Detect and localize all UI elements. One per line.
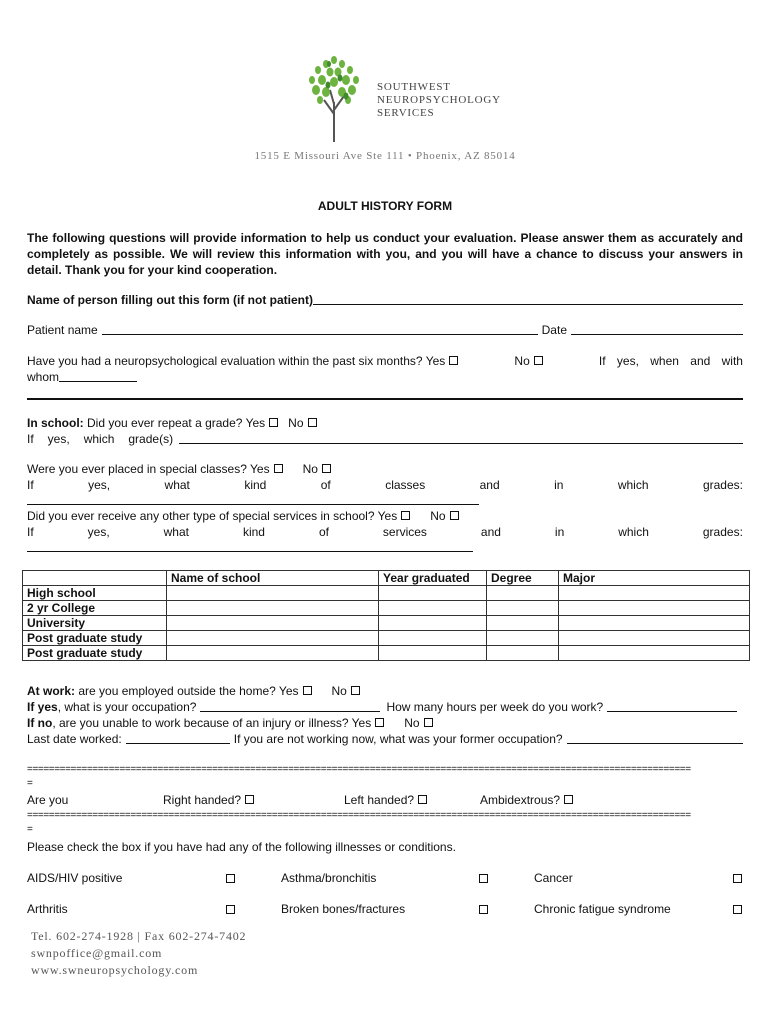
condition-cancer-checkbox[interactable] xyxy=(733,874,742,883)
special-classes-row xyxy=(27,462,331,476)
prior-eval-answer-line[interactable] xyxy=(27,398,743,400)
special-services-no-label: No xyxy=(430,509,446,523)
table-row xyxy=(23,616,750,631)
at-work-label: At work: xyxy=(27,684,75,698)
condition-asthma-checkbox[interactable] xyxy=(479,874,488,883)
table-row xyxy=(23,646,750,661)
employed-yes-checkbox[interactable] xyxy=(303,686,312,695)
form-title: ADULT HISTORY FORM xyxy=(317,199,453,213)
handedness-label: Are you xyxy=(27,793,69,807)
condition-cancer: Cancer xyxy=(534,871,573,885)
employed-no-label: No xyxy=(331,684,347,698)
school-history-table xyxy=(22,570,750,661)
table-cell[interactable] xyxy=(379,601,487,616)
employed-question: are you employed outside the home? Yes xyxy=(78,684,299,698)
special-classes-yes-checkbox[interactable] xyxy=(274,464,283,473)
hours-field[interactable] xyxy=(607,700,737,712)
occupation-field[interactable] xyxy=(200,700,380,712)
table-cell[interactable] xyxy=(487,631,559,646)
table-cell[interactable] xyxy=(559,646,750,661)
classes-which-row xyxy=(27,478,743,492)
right-handed-option xyxy=(163,793,254,807)
classes-w3: kind xyxy=(244,478,267,492)
condition-aids: AIDS/HIV positive xyxy=(27,871,123,885)
services-w9: grades: xyxy=(702,525,743,539)
table-cell[interactable] xyxy=(559,601,750,616)
repeat-grade-no-label: No xyxy=(288,416,304,430)
condition-aids-checkbox[interactable] xyxy=(226,874,235,883)
classes-w4: of xyxy=(320,478,331,492)
services-w8: which xyxy=(618,525,649,539)
conditions-instruction: Please check the box if you have had any of the following illnesses or conditions. xyxy=(27,840,456,854)
footer-email: swnpoffice@gmail.com xyxy=(31,946,163,960)
services-w2: what xyxy=(163,525,189,539)
table-cell[interactable] xyxy=(167,601,379,616)
special-services-yes-checkbox[interactable] xyxy=(401,511,410,520)
table-row xyxy=(23,586,750,601)
repeat-grade-no-checkbox[interactable] xyxy=(308,418,317,427)
unable-work-yes-checkbox[interactable] xyxy=(375,718,384,727)
filler-name-label: Name of person filling out this form (if not patient) xyxy=(27,293,313,307)
prior-eval-row xyxy=(27,354,743,368)
condition-chronic-fatigue-checkbox[interactable] xyxy=(733,905,742,914)
classes-w9: grades: xyxy=(702,478,743,492)
table-cell[interactable] xyxy=(487,601,559,616)
table-cell[interactable] xyxy=(487,586,559,601)
employed-row xyxy=(27,684,360,698)
which-grades-field[interactable] xyxy=(179,432,743,444)
separator-tail: = xyxy=(27,778,33,789)
patient-row xyxy=(27,323,743,337)
services-w7: in xyxy=(554,525,565,539)
classes-w8: which xyxy=(617,478,649,492)
table-header-cell: Year graduated xyxy=(379,571,487,586)
table-row-label: 2 yr College xyxy=(23,601,167,616)
classes-answer-line[interactable] xyxy=(27,492,479,505)
services-w0: If xyxy=(27,525,34,539)
org-name xyxy=(377,81,501,120)
table-cell[interactable] xyxy=(167,616,379,631)
repeat-grade-yes-checkbox[interactable] xyxy=(269,418,278,427)
last-date-row xyxy=(27,732,743,746)
table-row-label: Post graduate study xyxy=(23,646,167,661)
special-services-row xyxy=(27,509,459,523)
which-grades-w2: which xyxy=(83,432,115,446)
filler-name-row xyxy=(27,293,743,307)
prior-eval-if-yes: If yes, when and with xyxy=(598,354,743,368)
services-which-row xyxy=(27,525,743,539)
date-label: Date xyxy=(541,323,567,337)
org-name-line1: SOUTHWEST xyxy=(377,81,451,93)
condition-broken-bones: Broken bones/fractures xyxy=(281,902,406,916)
separator-tail-2: = xyxy=(27,824,33,835)
left-handed-label: Left handed? xyxy=(344,793,415,807)
unable-work-no-label: No xyxy=(404,716,420,730)
classes-w1: yes, xyxy=(88,478,111,492)
services-w4: of xyxy=(318,525,329,539)
table-row-label: University xyxy=(23,616,167,631)
table-header-cell: Major xyxy=(559,571,750,586)
services-w3: kind xyxy=(242,525,265,539)
table-cell[interactable] xyxy=(487,646,559,661)
if-yes-label: If yes xyxy=(27,700,58,714)
table-cell[interactable] xyxy=(167,631,379,646)
if-no-label: If no xyxy=(27,716,53,730)
last-date-label: Last date worked: xyxy=(27,732,122,746)
table-cell[interactable] xyxy=(379,616,487,631)
table-cell[interactable] xyxy=(379,631,487,646)
address: 1515 E Missouri Ave Ste 111 • Phoenix, AZ 85014 xyxy=(254,150,516,162)
condition-asthma: Asthma/bronchitis xyxy=(281,871,377,885)
ambidextrous-option xyxy=(480,793,573,807)
which-grades-w0: If xyxy=(27,432,34,446)
condition-chronic-fatigue: Chronic fatigue syndrome xyxy=(534,902,671,916)
table-cell[interactable] xyxy=(167,646,379,661)
separator-line-2: ========================================================================================================================== xyxy=(27,810,691,821)
table-cell[interactable] xyxy=(559,631,750,646)
filler-name-field[interactable] xyxy=(313,293,743,305)
last-date-field[interactable] xyxy=(126,732,230,744)
logo xyxy=(300,52,370,144)
employed-no-checkbox[interactable] xyxy=(351,686,360,695)
table-cell[interactable] xyxy=(379,646,487,661)
tree-logo-icon xyxy=(300,52,370,144)
prior-eval-question: Have you had a neuropsychological evaluation within the past six months? Yes xyxy=(27,354,458,368)
table-row-label: High school xyxy=(23,586,167,601)
unable-work-row xyxy=(27,716,433,730)
hours-question: How many hours per week do you work? xyxy=(386,700,604,714)
table-cell[interactable] xyxy=(559,586,750,601)
services-w1: yes, xyxy=(87,525,110,539)
special-classes-no-label: No xyxy=(302,462,318,476)
special-services-question: Did you ever receive any other type of special services in school? Yes xyxy=(27,509,398,523)
table-cell[interactable] xyxy=(379,586,487,601)
in-school-label: In school: xyxy=(27,416,84,430)
left-handed-option xyxy=(344,793,427,807)
patient-name-field[interactable] xyxy=(102,323,538,335)
footer-phone: Tel. 602-274-1928 | Fax 602-274-7402 xyxy=(31,929,247,943)
special-classes-no-checkbox[interactable] xyxy=(322,464,331,473)
intro-paragraph: The following questions will provide information to help us conduct your evaluation. Please answer them as accurately and completely as possible. We will review this information with you, and you will have a chance to discuss your answers in detail. Thank you for your kind cooperation. xyxy=(27,231,743,277)
date-field[interactable] xyxy=(571,323,743,335)
former-occupation-question: If you are not working now, what was your former occupation? xyxy=(233,732,563,746)
occupation-row xyxy=(27,700,737,714)
table-header-cell: Name of school xyxy=(167,571,379,586)
table-header-row xyxy=(23,571,750,586)
condition-arthritis-checkbox[interactable] xyxy=(226,905,235,914)
table-cell[interactable] xyxy=(167,586,379,601)
right-handed-label: Right handed? xyxy=(163,793,242,807)
former-occupation-field[interactable] xyxy=(567,732,743,744)
table-row-label: Post graduate study xyxy=(23,631,167,646)
classes-w7: in xyxy=(554,478,564,492)
whom-row xyxy=(27,370,137,384)
repeat-grade-question: Did you ever repeat a grade? Yes xyxy=(87,416,266,430)
prior-eval-no: No xyxy=(514,354,542,368)
which-grades-row xyxy=(27,432,743,446)
table-cell[interactable] xyxy=(559,616,750,631)
patient-name-label: Patient name xyxy=(27,323,98,337)
right-handed-checkbox[interactable] xyxy=(245,795,254,804)
which-grades-w1: yes, xyxy=(47,432,70,446)
ambidextrous-checkbox[interactable] xyxy=(564,795,573,804)
whom-label: whom xyxy=(27,370,60,384)
classes-w2: what xyxy=(164,478,190,492)
services-w5: services xyxy=(382,525,427,539)
org-name-line3: SERVICES xyxy=(377,107,435,119)
org-name-line2: NEUROPSYCHOLOGY xyxy=(377,94,501,106)
unable-work-no-checkbox[interactable] xyxy=(424,718,433,727)
table-cell[interactable] xyxy=(487,616,559,631)
repeat-grade-row xyxy=(27,416,317,430)
special-classes-question: Were you ever placed in special classes? Yes xyxy=(27,462,270,476)
condition-arthritis: Arthritis xyxy=(27,902,68,916)
classes-w0: If xyxy=(27,478,34,492)
condition-broken-bones-checkbox[interactable] xyxy=(479,905,488,914)
table-header-cell xyxy=(23,571,167,586)
footer-website: www.swneuropsychology.com xyxy=(31,963,199,977)
unable-work-question: , are you unable to work because of an injury or illness? Yes xyxy=(52,716,372,730)
ambidextrous-label: Ambidextrous? xyxy=(480,793,561,807)
services-w6: and xyxy=(480,525,501,539)
table-row xyxy=(23,631,750,646)
whom-field[interactable] xyxy=(59,370,137,382)
left-handed-checkbox[interactable] xyxy=(418,795,427,804)
occupation-question: , what is your occupation? xyxy=(57,700,197,714)
classes-w6: and xyxy=(479,478,500,492)
separator-line: ========================================================================================================================== xyxy=(27,764,691,775)
services-answer-line[interactable] xyxy=(27,539,473,552)
table-row xyxy=(23,601,750,616)
classes-w5: classes xyxy=(385,478,426,492)
which-grades-w3: grade(s) xyxy=(128,432,174,446)
special-services-no-checkbox[interactable] xyxy=(450,511,459,520)
prior-eval-yes-checkbox[interactable] xyxy=(449,356,458,365)
prior-eval-no-checkbox[interactable] xyxy=(534,356,543,365)
table-header-cell: Degree xyxy=(487,571,559,586)
footer-contact xyxy=(31,928,246,979)
